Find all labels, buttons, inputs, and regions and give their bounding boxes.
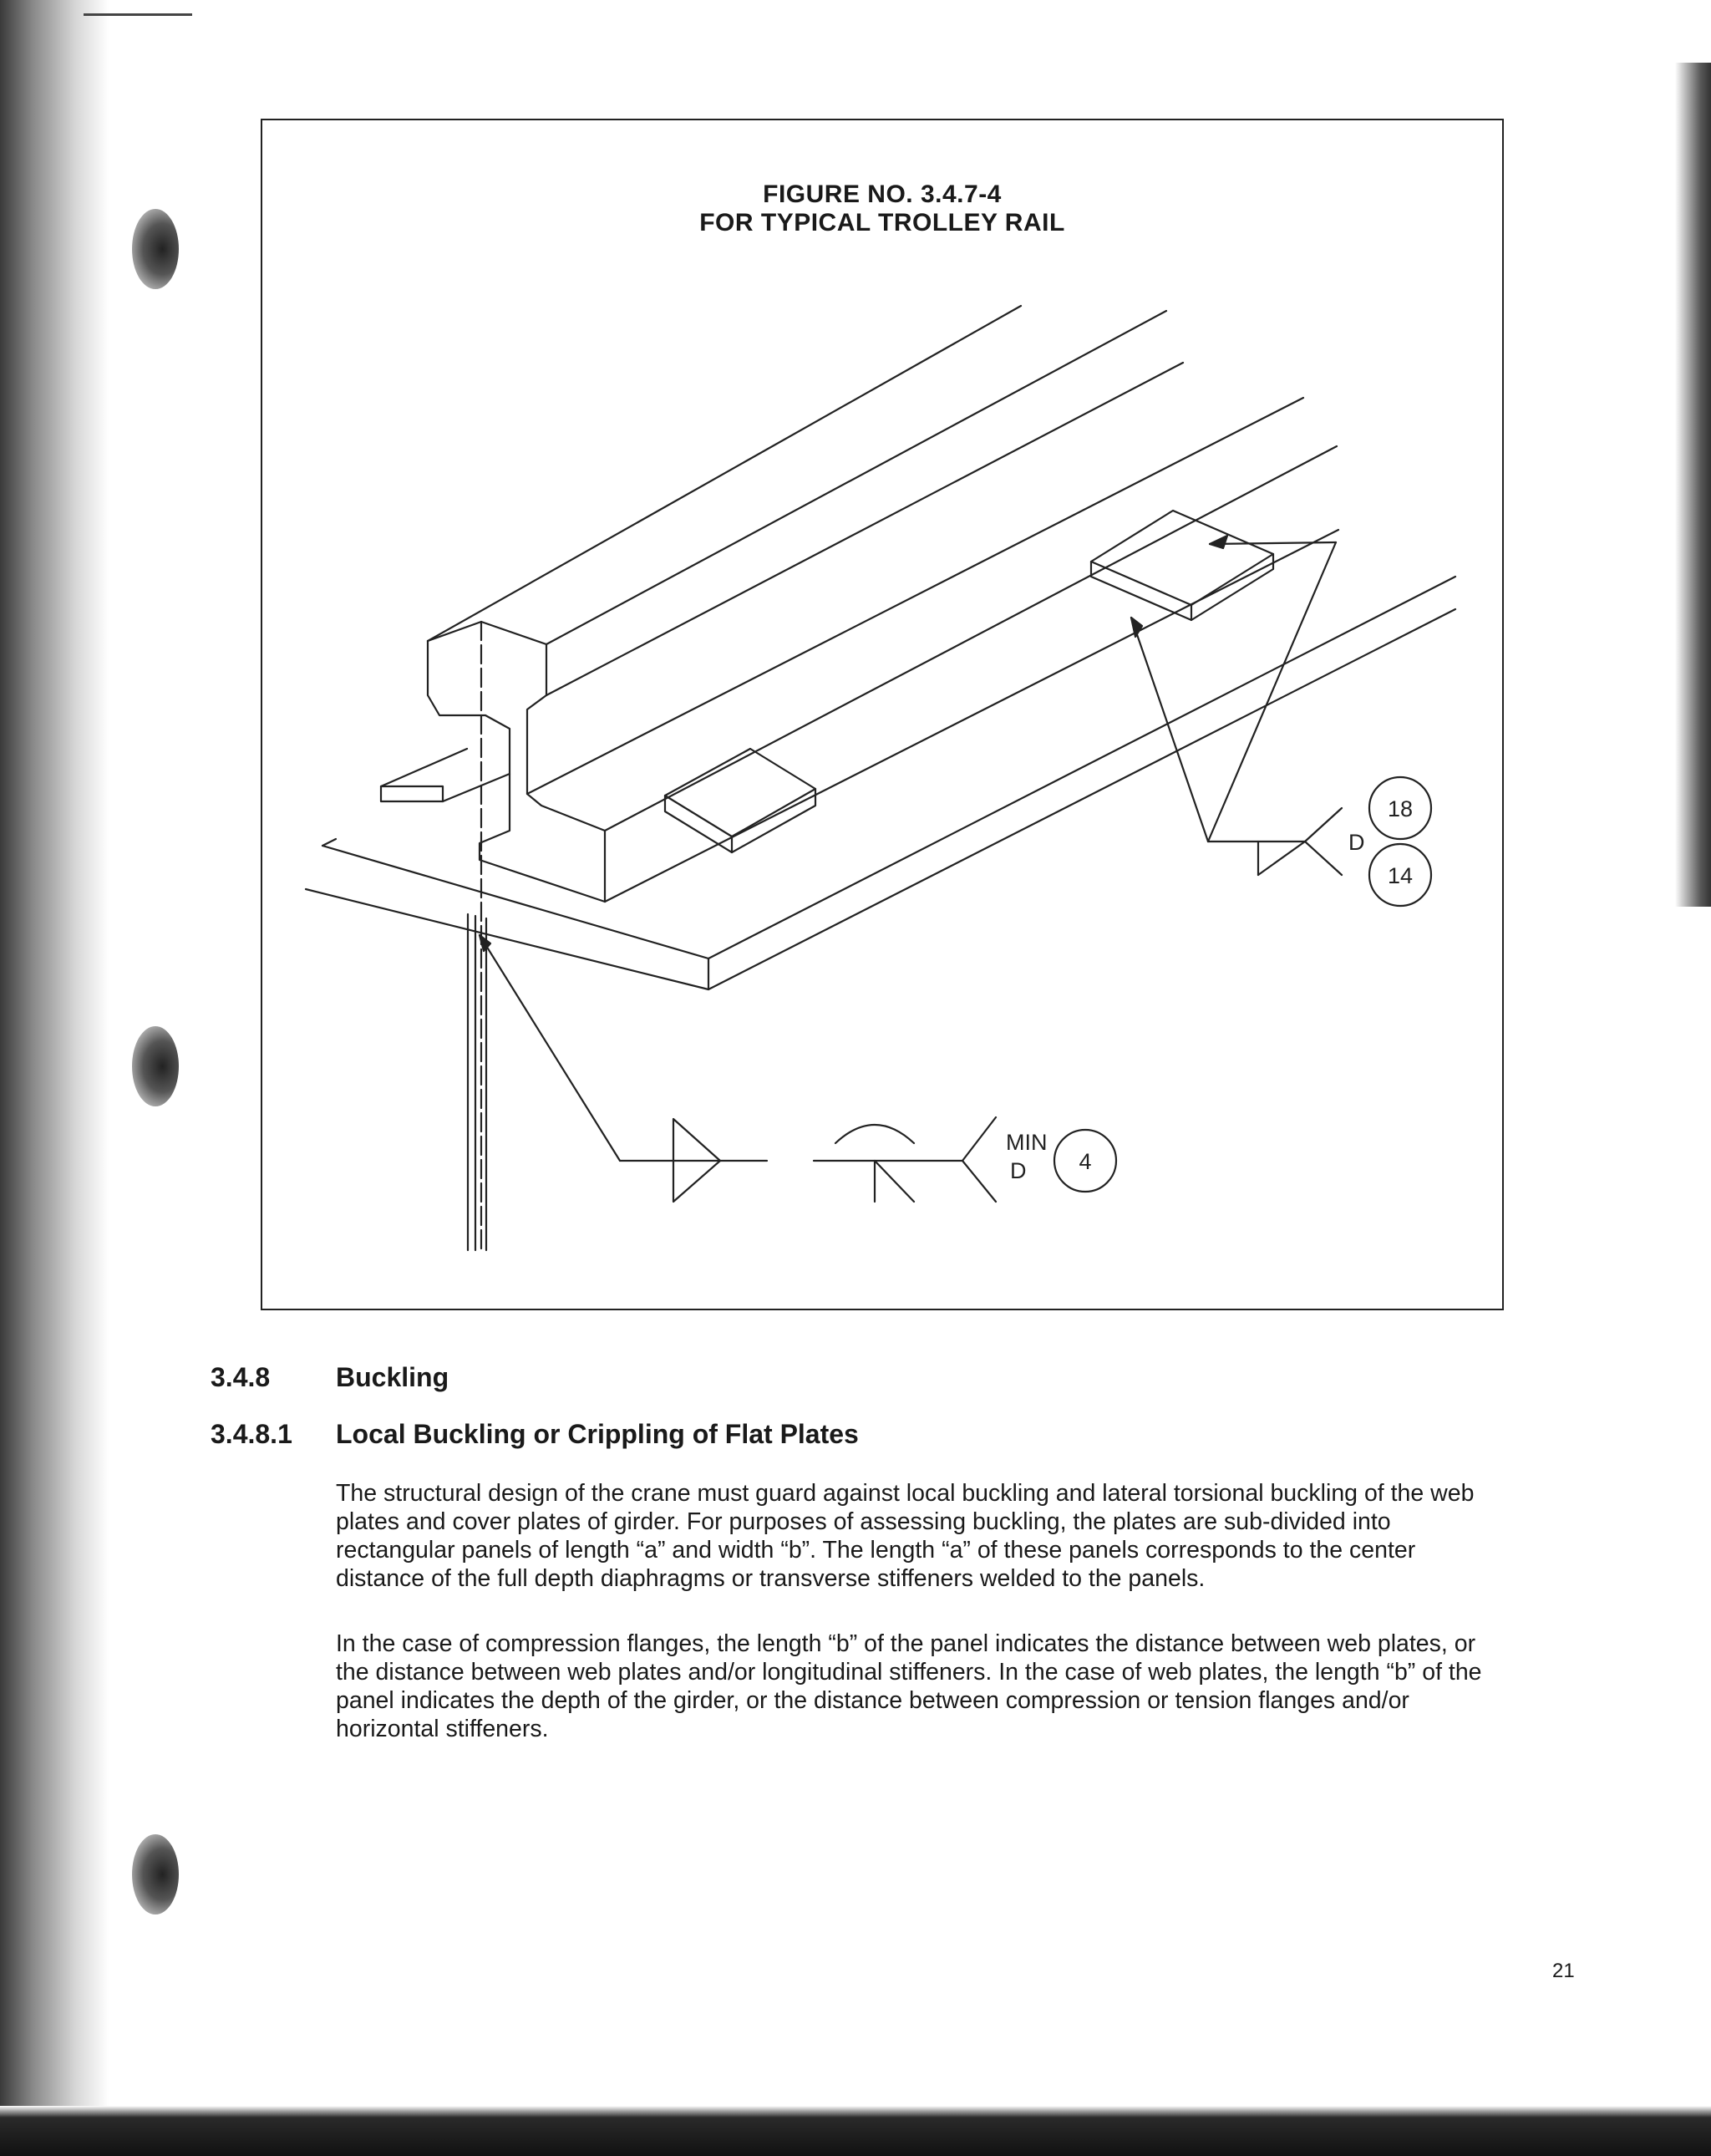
paragraph-1: The structural design of the crane must guard against local buckling and lateral torsional buckling of the web plates and cover plates of girder. For purposes of assessing buckling, the plates are sub-divided into rectangular panels of length “a” and width “b”. The length “a” of these panels corresponds to the center distance of the full depth diaphragms or transverse stiffeners welded to the panels. [336, 1480, 1475, 1592]
rail-clips-left [381, 749, 510, 801]
rail-profile [428, 306, 1338, 902]
weld-size-circles [1054, 777, 1431, 1192]
weld-size-14: 14 [1387, 863, 1414, 888]
section-title-buckling: Buckling [336, 1362, 449, 1392]
binder-hole-bottom [132, 1834, 179, 1914]
figure-number: FIGURE NO. 3.4.7-4 [763, 181, 1002, 208]
weld-label-min: MIN [1006, 1130, 1048, 1155]
scan-top-mark [84, 13, 192, 16]
rail-clip-lower [665, 749, 815, 852]
weld-leader-upper [1131, 536, 1342, 875]
section-number-3-4-8-1: 3.4.8.1 [211, 1419, 292, 1449]
weld-label-d: D [1010, 1158, 1027, 1183]
scan-bottom-edge [0, 2106, 1711, 2156]
paragraph-2: In the case of compression flanges, the length “b” of the panel indicates the distance between web plates, or the distance between web plates and/or longitudinal stiffeners. In the case of web plates, the length “b” of the panel indicates the depth of the girder, or the distance between compression or tension flanges and/or horizontal stiffeners. [336, 1630, 1482, 1742]
weld-size-4: 4 [1079, 1149, 1092, 1174]
weld-prefix-d: D [1348, 830, 1365, 855]
binder-hole-top [132, 209, 179, 289]
section-number-3-4-8: 3.4.8 [211, 1362, 271, 1392]
figure-caption: FOR TYPICAL TROLLEY RAIL [699, 209, 1065, 236]
trolley-rail-drawing [262, 120, 1502, 1309]
page-number: 21 [1552, 1960, 1575, 1982]
binder-hole-middle [132, 1026, 179, 1106]
figure-frame [261, 119, 1504, 1310]
weld-size-18: 18 [1387, 796, 1414, 821]
girder-plate [306, 577, 1455, 989]
scan-edge-shadow [0, 0, 109, 2156]
section-title-local-buckling: Local Buckling or Crippling of Flat Plates [336, 1419, 859, 1449]
scan-right-edge [1675, 63, 1711, 907]
